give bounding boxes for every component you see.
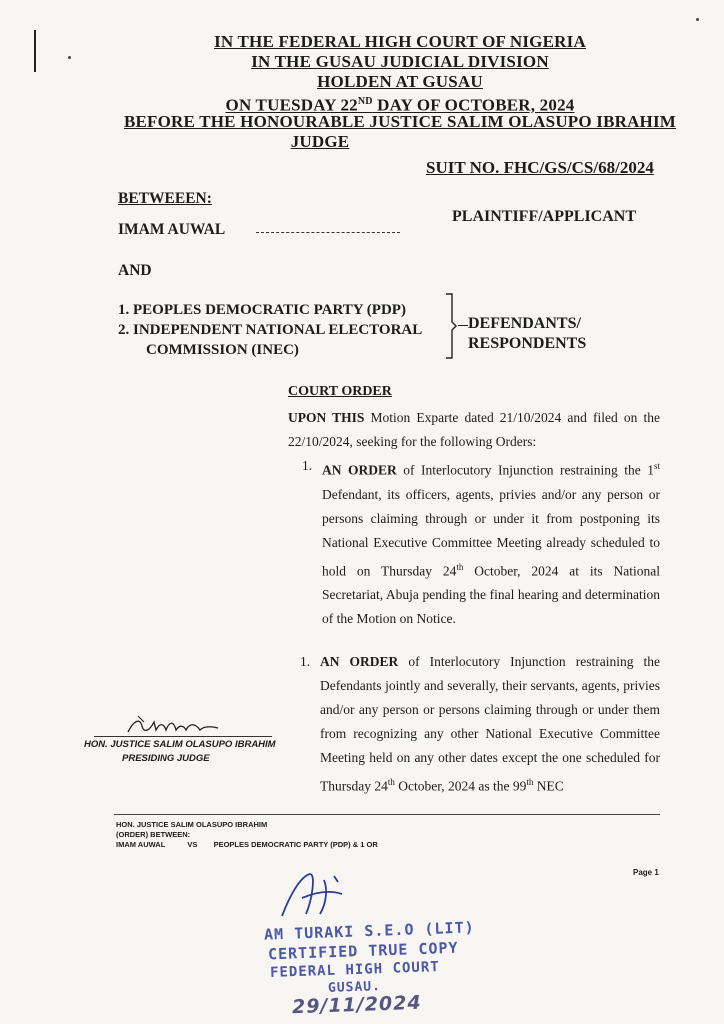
plaintiff-name: IMAM AUWAL: [118, 221, 226, 238]
plaintiff-role: PLAINTIFF/APPLICANT: [452, 208, 637, 225]
and-label: AND: [118, 262, 152, 279]
defendant-1: 1. PEOPLES DEMOCRATIC PARTY (PDP): [118, 302, 406, 318]
footer-line-2: (ORDER) BETWEEN:: [116, 830, 191, 839]
bracket-dash: [458, 325, 468, 326]
speck: [68, 56, 71, 59]
court-heading-line2: IN THE GUSAU JUDICIAL DIVISION: [251, 52, 549, 71]
margin-mark: [34, 30, 36, 72]
stamp-date: 29/11/2024: [291, 991, 422, 1019]
certified-stamp: [256, 870, 486, 1020]
signature-role: PRESIDING JUDGE: [122, 753, 210, 764]
item2-lead: AN ORDER: [320, 654, 399, 669]
order-item-1-number: 1.: [302, 458, 313, 473]
order-intro: [288, 406, 660, 454]
signature-line: [94, 736, 272, 737]
item1-text-a: of Interlocutory Injunction restraining the 1: [396, 462, 654, 478]
court-heading-line1: IN THE FEDERAL HIGH COURT OF NIGERIA: [214, 32, 586, 51]
date-prefix: ON TUESDAY 22: [225, 95, 358, 115]
item2-sup2: th: [526, 777, 534, 787]
order-item-1: [322, 454, 660, 631]
between-label: BETWEEEN:: [118, 190, 212, 207]
stamp-officer: AM TURAKI S.E.O (LIT): [263, 918, 475, 944]
intro-lead: UPON THIS: [288, 410, 365, 425]
item1-sup: st: [653, 461, 660, 471]
item2-text-a: of Interlocutory Injunction restraining the Defendants jointly and severally, their servants, agents, privies and/or any person or persons claiming through or under them from recognizing any other National Executive Committee Meeting held on any other dates except the one scheduled for Thursday 24: [320, 654, 660, 794]
judge-signature-icon: [124, 712, 224, 738]
court-heading-title: JUDGE: [290, 132, 350, 151]
speck: [696, 18, 699, 21]
footer-line-1: HON. JUSTICE SALIM OLASUPO IBRAHIM: [116, 820, 268, 829]
intro-text: Motion Exparte dated 21/10/2024 and filed on the 22/10/2024, seeking for the following Orders:: [288, 410, 660, 449]
defendant-role-2: RESPONDENTS: [468, 335, 587, 352]
footer-plaintiff: IMAM AUWAL: [116, 840, 166, 849]
court-heading-judge: BEFORE THE HONOURABLE JUSTICE SALIM OLASUPO IBRAHIM: [123, 112, 677, 131]
footer-vs: VS: [187, 840, 198, 849]
court-heading-line3: HOLDEN AT GUSAU: [317, 72, 483, 91]
footer-line-3: [116, 840, 378, 850]
suit-number: SUIT NO. FHC/GS/CS/68/2024: [426, 158, 654, 177]
footer-defendant: PEOPLES DEMOCRATIC PARTY (PDP) & 1 OR: [213, 840, 378, 849]
stamp-location: GUSAU.: [327, 979, 382, 996]
date-rest: DAY OF OCTOBER, 2024: [372, 95, 575, 115]
stamp-certified: CERTIFIED TRUE COPY: [267, 938, 459, 964]
footer-divider: [114, 814, 660, 815]
item1-lead: AN ORDER: [322, 462, 397, 478]
item2-text-c: NEC: [533, 778, 564, 794]
dash-separator: [256, 232, 400, 233]
item1-text-b: Defendant, its officers, agents, privies and/or any person or persons claiming through or under it from postponing its National Executive Committee Meeting already scheduled to hold on Thursday 24: [322, 486, 660, 578]
page-number: Page 1: [633, 868, 659, 877]
date-suffix: ND: [357, 96, 373, 107]
defendant-2: 2. INDEPENDENT NATIONAL ELECTORAL: [118, 322, 423, 338]
signature-name: HON. JUSTICE SALIM OLASUPO IBRAHIM: [84, 739, 276, 750]
item1-text-c: October, 2024 at its National Secretariat, Abuja pending the final hearing and determination of the Motion on Notice.: [322, 563, 660, 626]
order-item-2: [320, 650, 660, 799]
item2-sup: th: [387, 777, 395, 787]
stamp-signature-icon: [272, 870, 362, 920]
item1-sup2: th: [456, 561, 464, 572]
court-order-title: COURT ORDER: [288, 384, 392, 399]
defendant-role-1: DEFENDANTS/: [468, 315, 581, 332]
stamp-court: FEDERAL HIGH COURT: [269, 959, 440, 981]
order-item-2-number: 1.: [300, 654, 311, 669]
defendant-2-cont: COMMISSION (INEC): [146, 342, 299, 358]
item2-text-b: October, 2024 as the 99: [394, 778, 527, 794]
bracket-icon: [444, 292, 458, 360]
